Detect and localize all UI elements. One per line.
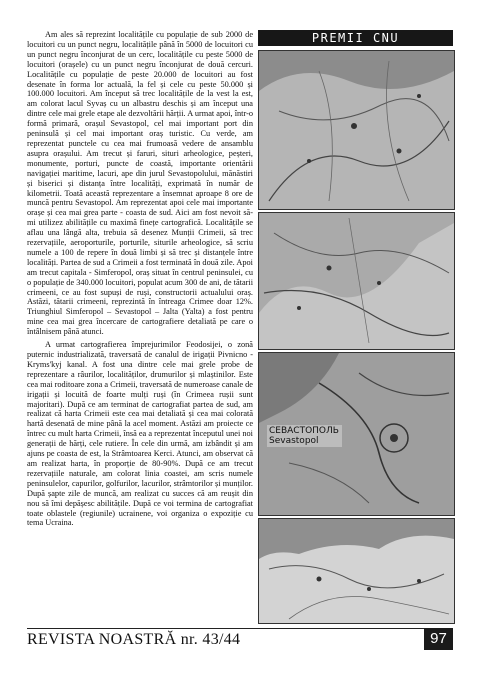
page-number: 97 [424, 628, 453, 650]
footer-rule [27, 628, 453, 629]
section-banner: PREMII CNU [258, 30, 453, 46]
map-label-sevastopol: СЕВАСТОПОЛЬ Sevastopol [269, 426, 339, 446]
article-paragraph-1: Am ales să reprezint localitățile cu populație de sub 2000 de locuitori cu un punct negru, localitățile până în 5000 de locuitori cu un punct negru înconjurat de un cerc, localitățile cu peste 5000 de locuitori (orașele) cu un punct negru înconjurat de două cercuri. Localitățile cu populație de peste 20.000 de locuitori au fost desenate în forma lor actuală, la fel și cele cu peste 50.000 și 100.000 locuitori. Am început să trec localitățile de la vest la est, am colorat lacul Syvaș cu un albastru deschis și am început una dintre cele mai grele etape ale dezvoltării hărții. A urmat apoi, într-o formă primară, orașul Sevastopol, cel mai important port din peninsulă și cel mai important oraș turistic. Cu verde, am reprezentat punctele cu cea mai frumoasă vedere de ansamblu asupra orașului. Am trecut și faruri, situri arheologice, peșteri, monumente, porturi, puncte de coastă, importante orientării navigației maritime, lacuri, ape din jurul Sevastopolului, mănăstiri și biserici și distanța între localități, exprimată în număr de kilometrii. Toată aceastã reprezentare a însemnat aproape 8 ore de muncă pentru Sevastopol. Am reprezentat apoi cele mai importante orașe și cea mai grea parte - coasta de sud. Aici am fost nevoit să-mi utilizez abilitățile cu maximă finețe cartografică. Localitățile se aflau una lângă alta, trebuia să desenez Munții Crimeii, să trec rezervațiile, aeroporturile, porturile, siturile arheologice, să scriu numele a 100 de repere în două limbi și să trec și distanțele între localități. Partea de sud a Crimeii a fost terminată în două zile. Apoi am trecut capitala - Simferopol, oraș situat în centrul peninsulei, cu o populație de 340.000 locuitori, populat acum 300 de ani, de tătarii crimeeni, ce au fost supuși de ruși, constructorii actualului oraș. Astăzi, tătarii crimeeni, reprezintă în întreaga Crimee doar 12%. Triunghiul Simferopol – Sevastopol – Jalta (Yalta) a fost pentru mine cea mai grea încercare de cartografiere detaliată pe care o întâlnisem până atunci. [27, 30, 253, 337]
article-column [27, 30, 253, 646]
map-photo-2 [258, 212, 455, 350]
map-photo-3 [258, 352, 455, 516]
magazine-title: REVISTA NOASTRĂ nr. 43/44 [27, 631, 241, 648]
map-photo-4 [258, 518, 455, 624]
article-paragraph-2: A urmat cartografierea împrejurimilor Feodosijei, o zonă puternic industrializată, traversată de canalul de irigații Pivnicno - Kryms'kyj kanal. A fost una dintre cele mai grele probe de reprezentare a râurilor, localităților, drumurilor și mlaștinilor. Este cea mai roditoare zona a Crimeii, traversată de numeroase canale de irigații și locuită de foarte mulți ruși (în Crimeea rușii sunt majoritari). După ce am terminat de cartografiat partea de sud, am realizat că harta Crimeii este cea mai detaliată și cea mai colorată hartă desenată de mine până la acel moment. Astăzi am proiecte ce întrec cu mult harta Crimeii, însă ea a reprezentat începutul unei noi generații de hărți, cele rutiere. În cele din urmă, am izbândit și am ajuns pe coasta de est, la Strâmtoarea Kerci. Atunci, am observat că am realizat harta, în proporție de 80-90%. După ce am trecut rezervațiile naturale, am colorat linia coastei, am scris numele peninsulelor, capurilor, golfurilor, lacurilor, strâmtorilor și munților. După șapte zile de muncă, am realizat cu succes că am reușit din nou să îmi depășesc abilitățile. După ce voi termina de cartografiat toate oblastele (regiunile) ucrainene, voi organiza o expoziție cu tema Ucraina. [27, 340, 253, 528]
map-photo-1 [258, 50, 455, 210]
